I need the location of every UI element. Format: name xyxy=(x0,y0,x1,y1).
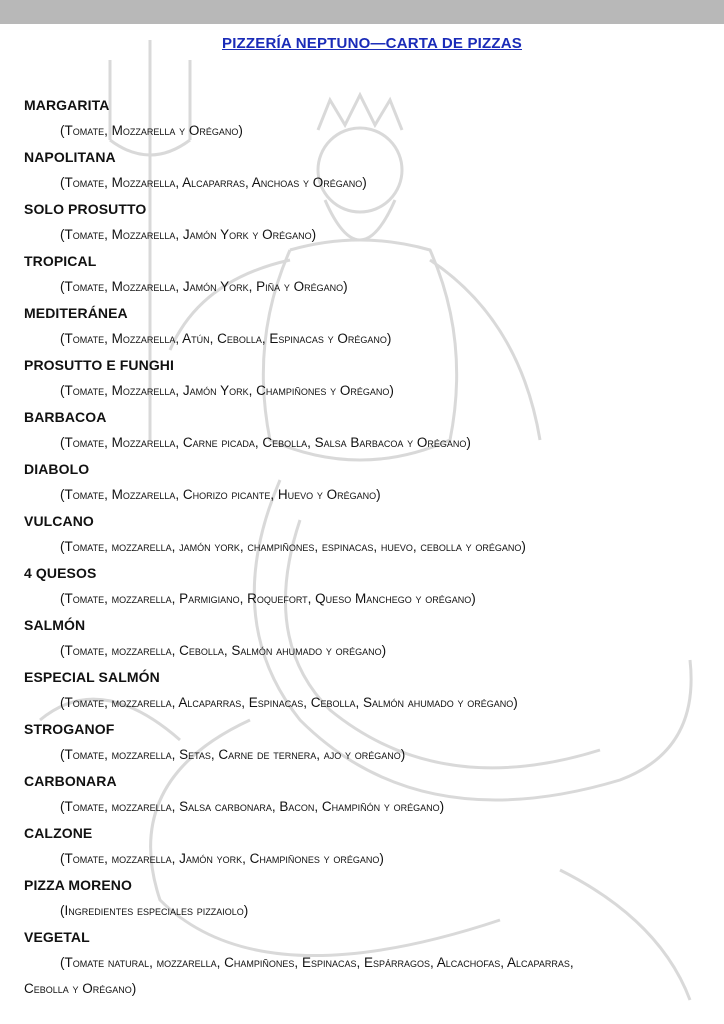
pizza-ingredients: (Tomate, Mozzarella, Jamón York, Champiñones y Orégano) xyxy=(60,383,394,398)
pizza-name: PROSUTTO E FUNGHI xyxy=(24,357,175,373)
pizza-ingredients: (Tomate, mozzarella, Cebolla, Salmón ahumado y orégano) xyxy=(60,643,387,658)
pizza-name: SALMÓN xyxy=(24,617,86,633)
pizza-ingredients: (Tomate, mozzarella, Parmigiano, Roquefort, Queso Manchego y orégano) xyxy=(60,591,476,606)
pizza-ingredients: (Tomate, Mozzarella, Jamón York y Orégano) xyxy=(60,227,317,242)
pizza-menu-list xyxy=(24,92,724,1002)
pizza-ingredients: (Tomate, Mozzarella, Atún, Cebolla, Espinacas y Orégano) xyxy=(60,331,392,346)
pizza-ingredients: (Tomate, Mozzarella, Chorizo picante, Huevo y Orégano) xyxy=(60,487,381,502)
pizza-item-stroganof xyxy=(24,716,724,768)
pizza-ingredients: (Tomate, mozzarella, Jamón york, Champiñones y orégano) xyxy=(60,851,384,866)
pizza-ingredients: (Tomate natural, mozzarella, Champiñones, Espinacas, Espárragos, Alcachofas, Alcaparras, xyxy=(60,955,574,970)
pizza-name: MEDITERÁNEA xyxy=(24,305,128,321)
pizza-name: ESPECIAL SALMÓN xyxy=(24,669,160,685)
pizza-name: SOLO PROSUTTO xyxy=(24,201,147,217)
pizza-name: NAPOLITANA xyxy=(24,149,116,165)
pizza-name: DIABOLO xyxy=(24,461,90,477)
pizza-ingredients: (Ingredientes especiales pizzaiolo) xyxy=(60,903,249,918)
pizza-item-vegetal xyxy=(24,924,724,1002)
pizza-ingredients: (Tomate, Mozzarella, Carne picada, Cebolla, Salsa Barbacoa y Orégano) xyxy=(60,435,471,450)
pizza-name: 4 QUESOS xyxy=(24,565,97,581)
pizza-item-mediteranea xyxy=(24,300,724,352)
pizza-ingredients: (Tomate, mozzarella, Alcaparras, Espinacas, Cebolla, Salmón ahumado y orégano) xyxy=(60,695,518,710)
pizza-item-pizza-moreno xyxy=(24,872,724,924)
pizza-item-prosutto-e-funghi xyxy=(24,352,724,404)
pizza-ingredients: (Tomate, Mozzarella, Jamón York, Piña y Orégano) xyxy=(60,279,348,294)
pizza-item-napolitana xyxy=(24,144,724,196)
pizza-ingredients: (Tomate, Mozzarella y Orégano) xyxy=(60,123,243,138)
pizza-name: TROPICAL xyxy=(24,253,97,269)
pizza-item-tropical xyxy=(24,248,724,300)
pizza-item-solo-prosutto xyxy=(24,196,724,248)
pizza-name: CARBONARA xyxy=(24,773,117,789)
top-bar xyxy=(0,0,724,24)
pizza-ingredients: (Tomate, mozzarella, Salsa carbonara, Bacon, Champiñón y orégano) xyxy=(60,799,445,814)
pizza-name: VEGETAL xyxy=(24,929,90,945)
pizza-item-calzone xyxy=(24,820,724,872)
pizza-name: MARGARITA xyxy=(24,97,110,113)
pizza-ingredients-continued: Cebolla y Orégano) xyxy=(24,981,137,996)
pizza-item-vulcano xyxy=(24,508,724,560)
pizza-item-barbacoa xyxy=(24,404,724,456)
pizza-name: PIZZA MORENO xyxy=(24,877,133,893)
pizza-name: BARBACOA xyxy=(24,409,107,425)
menu-title: PIZZERÍA NEPTUNO—CARTA DE PIZZAS xyxy=(221,35,522,52)
pizza-item-especial-salmon xyxy=(24,664,724,716)
pizza-ingredients: (Tomate, mozzarella, Setas, Carne de ternera, ajo y orégano) xyxy=(60,747,406,762)
pizza-item-carbonara xyxy=(24,768,724,820)
pizza-item-diabolo xyxy=(24,456,724,508)
pizza-ingredients: (Tomate, mozzarella, jamón york, champiñones, espinacas, huevo, cebolla y orégano) xyxy=(60,539,526,554)
pizza-item-4-quesos xyxy=(24,560,724,612)
pizza-ingredients: (Tomate, Mozzarella, Alcaparras, Anchoas y Orégano) xyxy=(60,175,367,190)
pizza-name: STROGANOF xyxy=(24,721,115,737)
pizza-name: VULCANO xyxy=(24,513,94,529)
pizza-name: CALZONE xyxy=(24,825,93,841)
pizza-item-salmon xyxy=(24,612,724,664)
pizza-item-margarita xyxy=(24,92,724,144)
